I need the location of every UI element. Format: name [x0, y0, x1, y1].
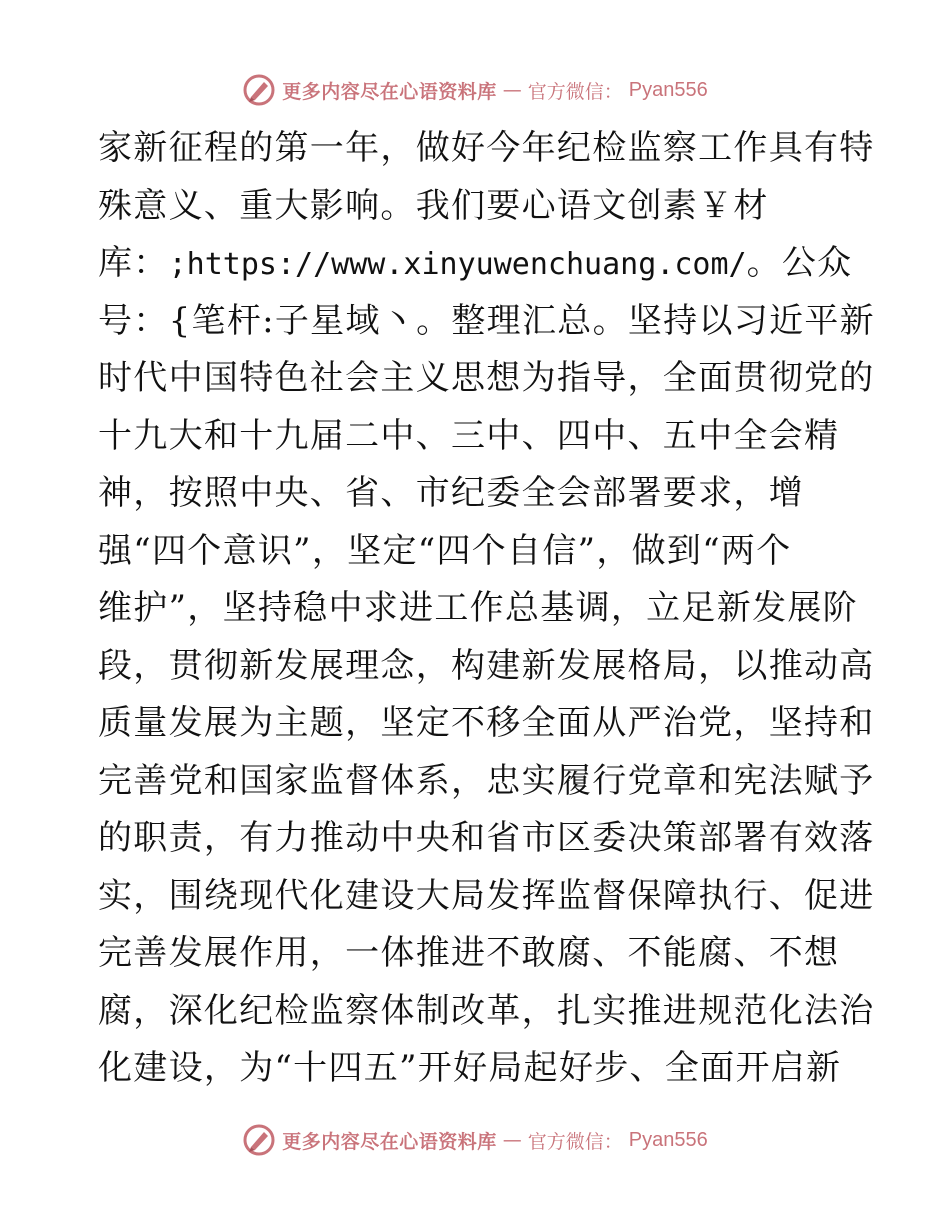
- body-line: 库：;https://www.xinyuwenchuang.com/。公众: [98, 243, 853, 283]
- body-line: 完善党和国家监督体系，忠实履行党章和宪法赋予: [98, 760, 875, 801]
- banner-wechat-id: Pyan556: [628, 1128, 708, 1151]
- body-line: 腐，深化纪检监察体制改革，扎实推进规范化法治: [98, 990, 875, 1031]
- body-line: 完善发展作用，一体推进不敢腐、不能腐、不想: [98, 933, 840, 973]
- pen-logo-icon: [242, 73, 276, 107]
- document-body: [98, 120, 875, 1098]
- body-line: 殊意义、重大影响。我们要心语文创素￥材: [98, 185, 769, 226]
- body-line: 维护”，坚持稳中求进工作总基调，立足新发展阶: [98, 588, 858, 628]
- body-line: 十九大和十九届二中、三中、四中、五中全会精: [98, 415, 840, 456]
- body-line: 家新征程的第一年，做好今年纪检监察工作具有特: [98, 128, 875, 168]
- banner-wechat-label: 官方微信：: [527, 1130, 623, 1153]
- body-line: 号：{笔杆:子星域丶。整理汇总。坚持以习近平新: [98, 300, 875, 341]
- banner-title: 更多内容尽在心语资料库: [282, 1130, 497, 1153]
- pen-logo-icon: [242, 1123, 276, 1157]
- body-line: 强“四个意识”，坚定“四个自信”，做到“两个: [98, 530, 792, 571]
- body-line: 化建设，为“十四五”开好局起好步、全面开启新: [98, 1048, 842, 1088]
- body-line: 神，按照中央、省、市纪委全会部署要求，增: [98, 473, 804, 513]
- banner-title: 更多内容尽在心语资料库: [282, 80, 497, 103]
- banner-separator: —: [502, 79, 522, 101]
- banner-wechat-id: Pyan556: [628, 78, 708, 101]
- banner-separator: —: [502, 1129, 522, 1151]
- banner-wechat-label: 官方微信：: [527, 80, 623, 103]
- body-line: 时代中国特色社会主义思想为指导，全面贯彻党的: [98, 358, 875, 398]
- body-line: 的职责，有力推动中央和省市区委决策部署有效落: [98, 818, 875, 858]
- footer-banner: [0, 1120, 950, 1160]
- body-line: 段，贯彻新发展理念，构建新发展格局，以推动高: [98, 645, 875, 686]
- body-line: 实，围绕现代化建设大局发挥监督保障执行、促进: [98, 875, 875, 916]
- header-banner: [0, 70, 950, 110]
- body-line: 质量发展为主题，坚定不移全面从严治党，坚持和: [98, 703, 875, 743]
